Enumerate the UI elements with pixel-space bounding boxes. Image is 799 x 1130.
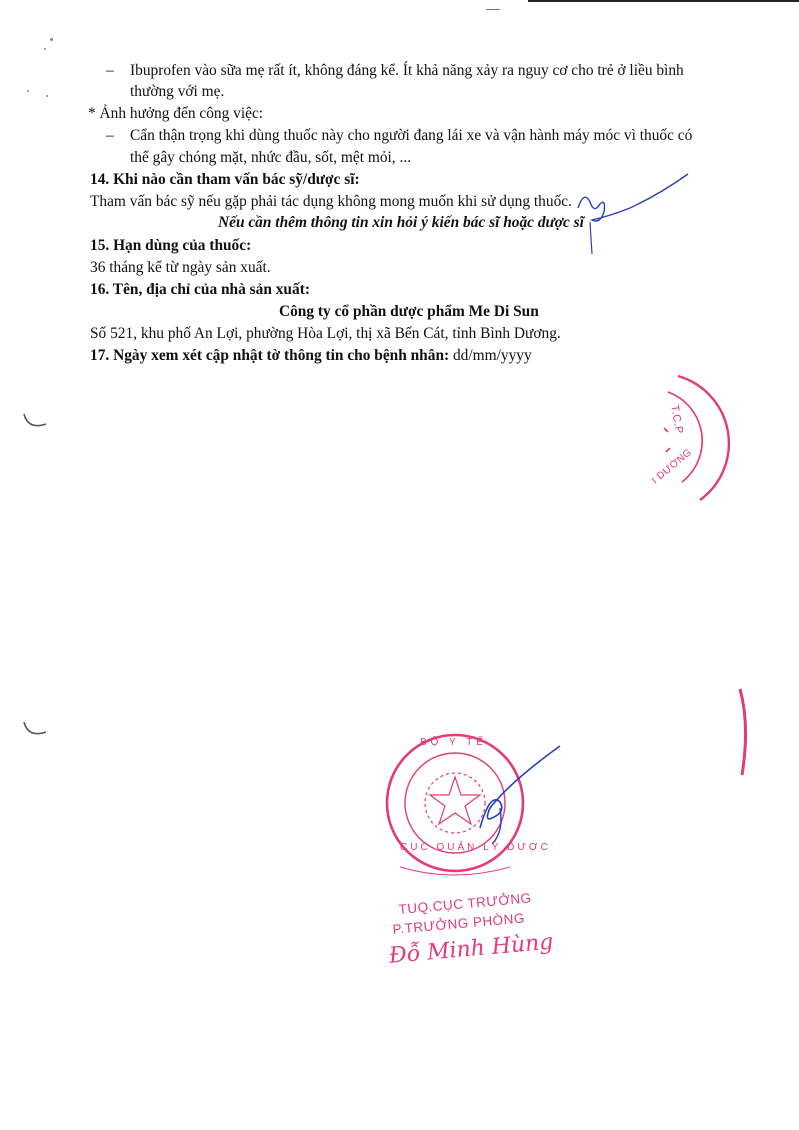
more-info-note: Nếu cần thêm thông tin xin hỏi ý kiến bác sĩ hoặc dược sĩ [218,214,584,231]
punch-hole-mark [20,410,50,435]
manufacturer-address: Số 521, khu phố An Lợi, phường Hòa Lợi, thị xã Bến Cát, tỉnh Bình Dương. [90,325,561,342]
section-16-heading: 16. Tên, địa chỉ của nhà sản xuất: [90,281,310,298]
ibuprofen-milk-text-cont: thường với mẹ. [130,83,225,100]
section-15-heading: 15. Hạn dùng của thuốc: [90,237,252,254]
scan-speck [46,95,48,97]
top-edge-line [528,0,799,2]
punch-hole-mark [20,718,50,743]
section-14-heading: 14. Khi nào cần tham vấn bác sỹ/dược sĩ: [90,171,360,188]
initial-signature [570,168,700,258]
authority-stamp-text-bottom: CỤC QUẢN LÝ DƯỢC [400,842,551,853]
list-dash: – [106,127,114,144]
list-dash: – [106,62,114,79]
authority-stamp-text-top: BỘ Y TẾ [420,737,487,748]
company-stamp-text-2: I DƯƠNG [650,446,695,487]
scan-speck [50,38,53,41]
manufacturer-name: Công ty cổ phần dược phẩm Me Di Sun [279,303,539,320]
signer-title-2: P.TRƯỞNG PHÒNG [392,910,526,937]
shelf-life-text: 36 tháng kể từ ngày sản xuất. [90,259,271,276]
section-17-line [90,346,532,366]
consult-text: Tham vấn bác sỹ nếu gặp phải tác dụng không mong muốn khi sử dụng thuốc. [90,193,572,210]
section-17-date: dd/mm/yyyy [452,347,532,364]
scan-speck [27,90,29,92]
work-caution-text-cont: thể gây chóng mặt, nhức đầu, sốt, mệt mỏi, ... [130,149,412,166]
work-caution-text: Cẩn thận trọng khi dùng thuốc này cho người đang lái xe và vận hành máy móc vì thuốc có [130,127,693,144]
company-stamp-text: T.C.P [668,404,686,436]
ibuprofen-milk-text: Ibuprofen vào sữa mẹ rất ít, không đáng kể. Ít khả năng xảy ra nguy cơ cho trẻ ở liều bình [130,62,684,79]
scan-speck [44,48,46,50]
top-edge-mark [486,9,500,10]
work-effect-heading: * Ảnh hưởng đến công việc: [88,105,264,122]
stamp-edge-mark [730,685,770,785]
company-stamp [630,370,799,510]
section-17-heading: 17. Ngày xem xét cập nhật tờ thông tin cho bệnh nhân: [90,347,450,364]
signer-title-1: TUQ.CỤC TRƯỞNG [398,890,533,917]
signer-name: Đỗ Minh Hùng [388,929,555,969]
signer-signature [470,742,570,852]
